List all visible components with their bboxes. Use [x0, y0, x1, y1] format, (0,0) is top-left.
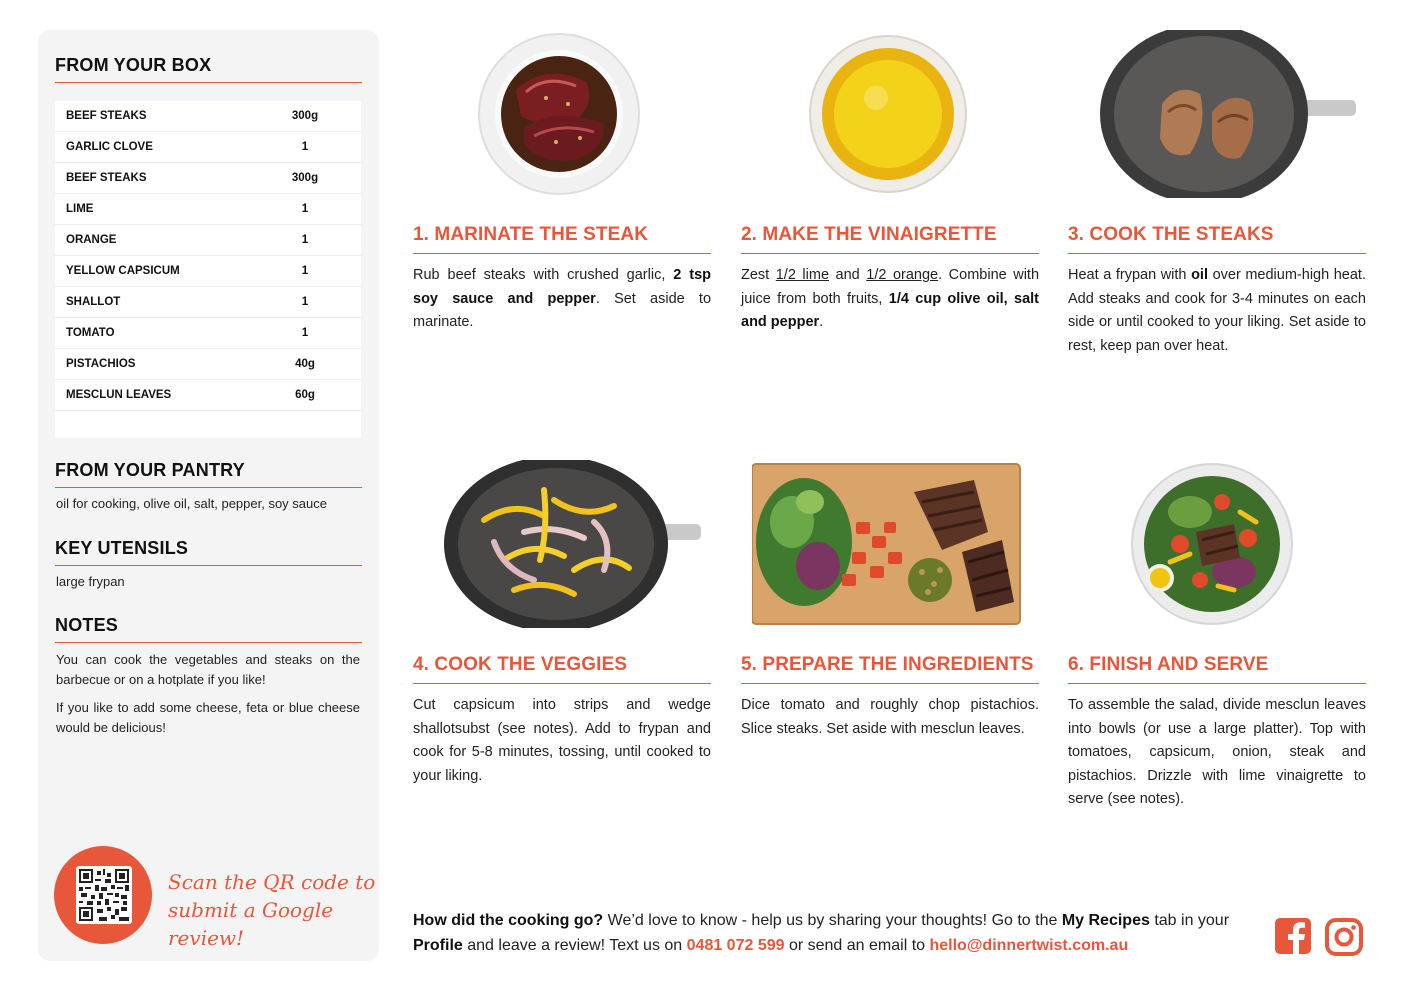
contact-link[interactable]: hello@dinnertwist.com.au — [929, 937, 1129, 954]
ingredients-table — [55, 101, 361, 438]
text-run: . — [819, 314, 824, 330]
step-text — [413, 264, 711, 335]
step-title: 2. MAKE THE VINAIGRETTE — [741, 224, 1039, 254]
ingredient-qty: 300g — [291, 172, 319, 184]
utensils-text: large frypan — [56, 574, 125, 589]
step-text — [741, 264, 1039, 335]
ingredient-row — [55, 287, 361, 318]
step-title: 3. COOK THE STEAKS — [1068, 224, 1366, 254]
step-title: 4. COOK THE VEGGIES — [413, 654, 711, 684]
qr-caption-line: Scan the QR code to — [168, 870, 376, 894]
ingredient-name: TOMATO — [66, 327, 115, 339]
qr-caption-line: submit a Google review! — [168, 898, 334, 950]
notes-heading: NOTES — [55, 615, 362, 643]
text-run: . Set aside to marinate. — [413, 290, 712, 330]
ingredient-qty: 60g — [295, 389, 315, 401]
feedback-footer — [413, 908, 1263, 958]
text-run: 2 tsp soy sauce and pepper — [413, 267, 712, 307]
ingredient-row — [55, 132, 361, 163]
ingredient-name: SHALLOT — [66, 296, 121, 308]
facebook-link[interactable] — [1275, 918, 1313, 956]
ingredient-row — [55, 256, 361, 287]
ingredient-qty: 1 — [301, 141, 309, 153]
text-run: How did the cooking go? — [413, 912, 604, 929]
ingredient-name: BEEF STEAKS — [66, 172, 147, 184]
note-paragraph: If you like to add some cheese, feta or blue cheese would be delicious! — [56, 700, 360, 735]
ingredient-qty: 1 — [301, 296, 309, 308]
ingredient-row — [55, 318, 361, 349]
key-utensils-heading: KEY UTENSILS — [55, 538, 362, 566]
text-run: over medium-high heat. Add steaks and cook for 3-4 minutes on each side or until cooked to your liking. Set aside to rest, keep pan over heat. — [1068, 267, 1366, 354]
ingredient-name: LIME — [66, 203, 94, 215]
qr-code-badge[interactable] — [54, 846, 152, 944]
step-text — [1068, 694, 1366, 812]
vinaigrette-bowl-photo — [806, 32, 970, 201]
text-run: We’d love to know - help us by sharing your thoughts! Go to the — [603, 912, 1062, 929]
ingredient-row — [55, 225, 361, 256]
ingredient-qty: 1 — [301, 203, 309, 215]
ingredient-row — [55, 349, 361, 380]
text-run: Cut capsicum into strips and wedge shallotsubst (see notes). Add to frypan and cook for 5-8 minutes, tossing, until cooked to your liking. — [413, 697, 711, 784]
ingredient-name: ORANGE — [66, 234, 117, 246]
instagram-icon — [1325, 918, 1363, 956]
ingredient-name: PISTACHIOS — [66, 358, 136, 370]
ingredient-qty: 40g — [295, 358, 315, 370]
text-run: 1/2 lime — [775, 267, 830, 283]
ingredient-name: YELLOW CAPSICUM — [66, 265, 180, 277]
qr-code[interactable] — [76, 866, 132, 924]
veggies-frypan-photo — [444, 460, 702, 633]
step-text — [413, 694, 711, 788]
ingredient-row — [55, 101, 361, 132]
from-your-box-heading: FROM YOUR BOX — [55, 55, 362, 83]
qr-code-icon — [79, 869, 129, 921]
contact-link[interactable]: 0481 072 599 — [686, 937, 785, 954]
text-run: 1/4 cup olive oil, salt and pepper — [741, 290, 1039, 330]
step-text — [1068, 264, 1366, 358]
ingredient-name: MESCLUN LEAVES — [66, 389, 172, 401]
salad-bowl-photo — [1130, 462, 1294, 631]
text-run: 1/2 orange — [866, 267, 939, 283]
ingredient-name: GARLIC CLOVE — [66, 141, 153, 153]
text-run: Heat a frypan with — [1068, 267, 1192, 283]
ingredient-row — [55, 380, 361, 411]
ingredient-qty: 1 — [301, 234, 309, 246]
text-run: Rub beef steaks with crushed garlic, — [413, 267, 674, 283]
ingredient-row — [55, 163, 361, 194]
text-run: or send an email to — [784, 937, 930, 954]
step-title: 5. PREPARE THE INGREDIENTS — [741, 654, 1039, 684]
text-run: My Recipes — [1061, 912, 1150, 929]
text-run: . Combine with juice from both fruits, — [741, 267, 1040, 307]
facebook-icon — [1275, 918, 1311, 954]
text-run: Zest — [741, 267, 776, 283]
from-your-pantry-heading: FROM YOUR PANTRY — [55, 460, 362, 488]
ingredient-qty: 1 — [301, 265, 309, 277]
step-text — [741, 694, 1039, 741]
pantry-text: oil for cooking, olive oil, salt, pepper, soy sauce — [56, 496, 327, 511]
text-run: Profile — [413, 937, 463, 954]
marinated-steak-photo — [476, 32, 642, 201]
qr-caption — [168, 868, 379, 952]
text-run: and leave a review! Text us on — [462, 937, 687, 954]
sidebar-panel — [38, 30, 379, 961]
text-run: To assemble the salad, divide mesclun leaves into bowls (or use a large platter). Top with tomatoes, capsicum, onion, steak and pistachios. Drizzle with lime vinaigrette to serve (see notes). — [1068, 697, 1366, 807]
steaks-frypan-photo — [1100, 30, 1358, 203]
text-run: tab in your — [1149, 912, 1230, 929]
notes-list — [56, 650, 360, 746]
ingredient-qty: 1 — [301, 327, 309, 339]
step-title: 1. MARINATE THE STEAK — [413, 224, 711, 254]
chopping-board-photo — [752, 462, 1022, 631]
text-run: and — [829, 267, 867, 283]
text-run: Dice tomato and roughly chop pistachios. Slice steaks. Set aside with mesclun leaves. — [741, 697, 1039, 737]
instagram-link[interactable] — [1325, 918, 1363, 956]
ingredient-qty: 300g — [291, 110, 319, 122]
ingredient-name: BEEF STEAKS — [66, 110, 147, 122]
step-title: 6. FINISH AND SERVE — [1068, 654, 1366, 684]
ingredient-row — [55, 194, 361, 225]
note-paragraph: You can cook the vegetables and steaks on the barbecue or on a hotplate if you like! — [56, 652, 360, 687]
text-run: oil — [1191, 267, 1208, 283]
